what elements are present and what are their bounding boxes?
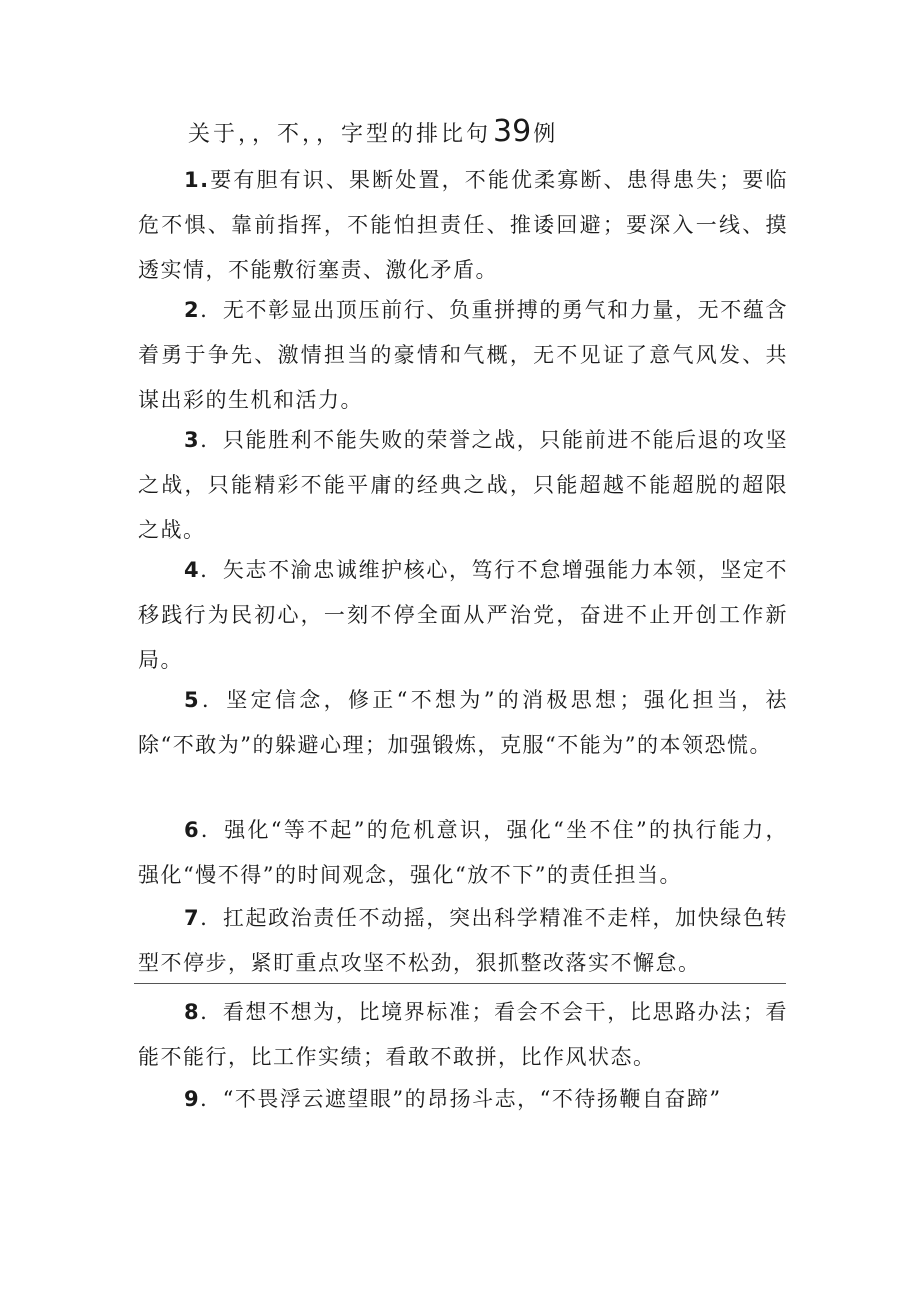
paragraph-text: ．强化“等不起”的危机意识，强化“坐不住”的执行能力，强化“慢不得”的时间观念，强化“放不下”的责任担当。 <box>138 818 788 887</box>
paragraph-number: 4 <box>184 558 201 582</box>
paragraph-text: ．只能胜利不能失败的荣誉之战，只能前进不能后退的攻坚之战，只能精彩不能平庸的经典之战，只能超越不能超脱的超限之战。 <box>138 428 788 542</box>
page-divider <box>134 983 786 984</box>
title-number: 39 <box>493 114 532 149</box>
paragraph-4 <box>138 548 788 683</box>
paragraph-number: 3 <box>184 428 201 452</box>
paragraph-text: ．矢志不渝忠诚维护核心，笃行不怠增强能力本领，坚定不移践行为民初心，一刻不停全面从严治党，奋进不止开创工作新局。 <box>138 558 788 672</box>
paragraph-7 <box>138 896 788 986</box>
paragraph-2 <box>138 288 788 423</box>
paragraph-text: ．“不畏浮云遮望眼”的昂扬斗志，“不待扬鞭自奋蹄” <box>200 1087 722 1111</box>
paragraph-9 <box>138 1077 788 1122</box>
paragraph-number: 9 <box>184 1087 201 1111</box>
paragraph-5 <box>138 678 788 768</box>
paragraph-number: 5 <box>184 688 201 712</box>
paragraph-text: ．坚定信念，修正“不想为”的消极思想；强化担当，祛除“不敢为”的躲避心理；加强锻炼，克服“不能为”的本领恐慌。 <box>138 688 788 757</box>
paragraph-text: ．看想不想为，比境界标准；看会不会干，比思路办法；看能不能行，比工作实绩；看敢不敢拼，比作风状态。 <box>138 1000 788 1069</box>
paragraph-number: 7 <box>184 906 201 930</box>
paragraph-1 <box>138 158 788 293</box>
paragraph-text: 要有胆有识、果断处置，不能优柔寡断、患得患失；要临危不惧、靠前指挥，不能怕担责任、推诿回避；要深入一线、摸透实情，不能敷衍塞责、激化矛盾。 <box>138 168 788 282</box>
paragraph-number: 1. <box>184 168 210 192</box>
document-title <box>188 110 558 157</box>
title-text-prefix: 关于，，不，，字型的排比句 <box>188 122 492 147</box>
paragraph-3 <box>138 418 788 553</box>
paragraph-6 <box>138 808 788 898</box>
paragraph-text: ．扛起政治责任不动摇，突出科学精准不走样，加快绿色转型不停步，紧盯重点攻坚不松劲，狠抓整改落实不懈怠。 <box>138 906 788 975</box>
paragraph-number: 6 <box>184 818 201 842</box>
title-text-suffix: 例 <box>533 122 559 147</box>
paragraph-8 <box>138 990 788 1080</box>
paragraph-number: 8 <box>184 1000 201 1024</box>
paragraph-text: ．无不彰显出顶压前行、负重拼搏的勇气和力量，无不蕴含着勇于争先、激情担当的豪情和气概，无不见证了意气风发、共谋出彩的生机和活力。 <box>138 298 788 412</box>
paragraph-number: 2 <box>184 298 201 322</box>
